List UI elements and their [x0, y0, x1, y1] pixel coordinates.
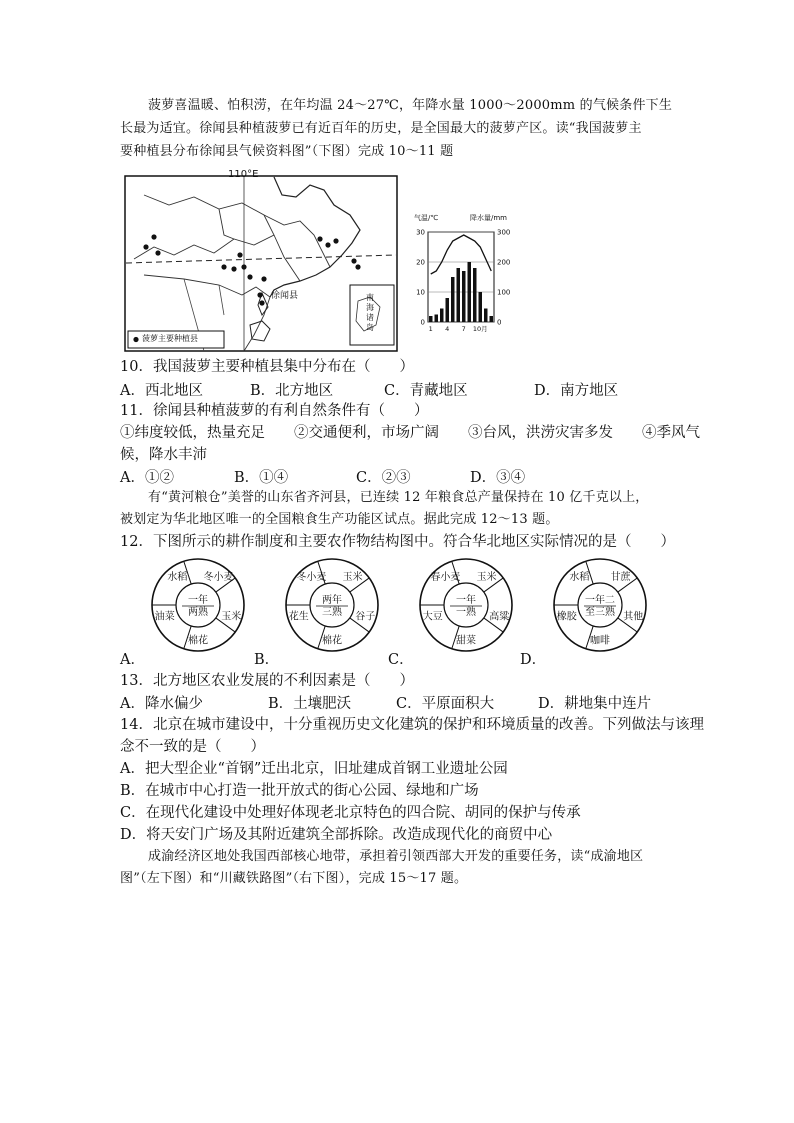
precip-bar — [490, 316, 494, 322]
inset-label: 南海诸岛 — [366, 293, 374, 332]
precip-bar — [429, 316, 433, 322]
q13-option-c[interactable]: C．平原面积大 — [396, 696, 495, 712]
crop-wheel — [420, 559, 512, 651]
q13-option-b[interactable]: B．土壤肥沃 — [268, 696, 352, 712]
x-tick-label: 4 — [445, 325, 450, 333]
crop-wheels-svg — [148, 555, 668, 655]
crop-label: 玉米 — [342, 572, 363, 584]
right-tick-label: 0 — [497, 318, 502, 327]
intro3-line1: 成渝经济区地处我国西部核心地带，承担着引领西部大开发的重要任务，读“成渝地区 — [148, 849, 644, 864]
q10-option-d[interactable]: D．南方地区 — [534, 383, 619, 399]
q14-option-a[interactable]: A．把大型企业“首钢”迁出北京，旧址建成首钢工业遗址公园 — [120, 761, 508, 777]
temperature-line — [431, 235, 492, 274]
q10-stem: 10．我国菠萝主要种植县集中分布在（ ） — [120, 359, 414, 375]
left-tick-label: 10 — [416, 288, 425, 297]
precip-bar — [484, 309, 488, 323]
right-tick-label: 300 — [497, 228, 511, 237]
climate-chart-svg — [410, 210, 522, 336]
q14-option-b[interactable]: B．在城市中心打造一批开放式的街心公园、绿地和广场 — [120, 783, 479, 799]
intro1-line1: 菠萝喜温暖、怕积涝，在年均温 24～27℃，年降水量 1000～2000mm 的气候条件下生 — [148, 98, 673, 113]
q11-items-line2: 候，降水丰沛 — [120, 447, 207, 463]
pineapple-distribution-map — [124, 169, 398, 352]
intro1-line3: 要种植县分布徐闻县气候资料图”（下图）完成 10～11 题 — [120, 144, 454, 159]
right-tick-label: 100 — [497, 288, 511, 297]
precip-bar — [479, 292, 483, 322]
q11-stem: 11．徐闻县种植菠萝的有利自然条件有（ ） — [120, 403, 429, 419]
climate-chart — [410, 210, 522, 336]
crop-label: 水稻 — [167, 572, 188, 584]
right-axis-label: 降水量/mm — [470, 214, 507, 222]
crop-label: 冬小麦 — [203, 572, 234, 584]
intro2-line1: 有“黄河粮仓”美誉的山东省齐河县，已连续 12 年粮食总产量保持在 10 亿千克以上， — [148, 490, 649, 505]
crop-label: 咖啡 — [590, 635, 610, 647]
precip-bar — [440, 309, 444, 323]
q12-option-a[interactable]: A． — [120, 652, 145, 668]
q14-stem-line1: 14．北京在城市建设中，十分重视历史文化建筑的保护和环境质量的改善。下列做法与该理 — [120, 717, 704, 733]
crop-label: 冬小麦 — [296, 572, 327, 584]
crop-label: 春小麦 — [430, 572, 461, 584]
precip-bar — [457, 268, 461, 322]
q10-option-b[interactable]: B．北方地区 — [250, 383, 334, 399]
xuwen-label: 徐闻县 — [271, 291, 299, 301]
q13-stem: 13．北方地区农业发展的不利因素是（ ） — [120, 673, 414, 689]
left-tick-label: 30 — [416, 228, 425, 237]
wheel-center-label: 至三熟 — [585, 607, 615, 618]
q14-option-c[interactable]: C．在现代化建设中处理好体现老北京特色的四合院、胡同的保护与传承 — [120, 805, 581, 821]
q11-option-a[interactable]: A．①② — [120, 470, 174, 486]
intro1-line2: 长最为适宜。徐闻县种植菠萝已有近百年的历史，是全国最大的菠萝产区。读“我国菠萝主 — [120, 121, 642, 136]
q11-option-b[interactable]: B．①④ — [234, 470, 289, 486]
crop-label: 大豆 — [422, 611, 443, 623]
longitude-label: 110°E — [228, 169, 259, 180]
crop-label: 棉花 — [322, 635, 342, 647]
q14-stem-line2: 念不一致的是（ ） — [120, 739, 265, 755]
map-legend-label: 菠萝主要种植县 — [142, 334, 198, 343]
q11-items-line1: ①纬度较低，热量充足 ②交通便利，市场广阔 ③台风，洪涝灾害多发 ④季风气 — [120, 425, 700, 441]
q10-option-a[interactable]: A．西北地区 — [120, 383, 203, 399]
q10-option-c[interactable]: C．青藏地区 — [384, 383, 468, 399]
crop-wheel — [554, 559, 646, 651]
wheel-center-label: 一年 — [188, 595, 208, 606]
crop-wheel — [152, 559, 244, 651]
q12-stem: 12．下图所示的耕作制度和主要农作物结构图中。符合华北地区实际情况的是（ ） — [120, 534, 675, 550]
q13-option-a[interactable]: A．降水偏少 — [120, 696, 203, 712]
left-tick-label: 20 — [416, 258, 425, 267]
crop-label: 高粱 — [489, 611, 510, 623]
crop-wheel — [286, 559, 378, 651]
crop-label: 花生 — [288, 611, 309, 623]
crop-label: 其他 — [623, 611, 644, 623]
q12-option-d[interactable]: D． — [520, 652, 547, 668]
precip-bar — [468, 262, 472, 322]
wheel-center-label: 一年二 — [585, 595, 615, 606]
x-tick-label: 1 — [428, 325, 433, 333]
intro3-line2: 图”（左下图）和“川藏铁路图”（右下图），完成 15～17 题。 — [120, 871, 468, 886]
precip-bar — [451, 277, 455, 322]
crop-label: 玉米 — [221, 611, 242, 623]
crop-label: 玉米 — [476, 572, 497, 584]
wheel-center-label: 两熟 — [188, 607, 208, 618]
q13-option-d[interactable]: D．耕地集中连片 — [538, 696, 652, 712]
wheel-center-label: 一年 — [456, 595, 476, 606]
precip-bar — [435, 315, 439, 323]
crop-wheels — [148, 555, 668, 655]
crop-label: 谷子 — [355, 611, 376, 623]
q11-option-d[interactable]: D．③④ — [470, 470, 526, 486]
right-tick-label: 200 — [497, 258, 511, 267]
precip-bar — [473, 268, 477, 322]
crop-label: 油菜 — [154, 611, 175, 623]
crop-label: 甘蔗 — [610, 572, 631, 584]
q14-option-d[interactable]: D．将天安门广场及其附近建筑全部拆除。改造成现代化的商贸中心 — [120, 827, 553, 843]
precip-bar — [462, 271, 466, 322]
crop-label: 甜菜 — [456, 635, 476, 647]
x-tick-label: 7 — [461, 325, 466, 333]
precip-bar — [446, 298, 450, 322]
x-tick-label: 10月 — [472, 325, 488, 333]
wheel-center-label: 两年 — [322, 595, 342, 606]
wheel-center-label: 三熟 — [322, 607, 342, 618]
intro2-line2: 被划定为华北地区唯一的全国粮食生产功能区试点。据此完成 12～13 题。 — [120, 512, 559, 527]
q11-option-c[interactable]: C．②③ — [356, 470, 411, 486]
wheel-center-label: 一熟 — [456, 607, 476, 618]
crop-label: 棉花 — [188, 635, 208, 647]
left-tick-label: 0 — [420, 318, 425, 327]
q12-option-b[interactable]: B． — [254, 652, 280, 668]
left-axis-label: 气温/℃ — [414, 214, 439, 222]
crop-label: 橡胶 — [556, 611, 577, 623]
crop-label: 水稻 — [569, 572, 590, 584]
q12-option-c[interactable]: C． — [388, 652, 414, 668]
